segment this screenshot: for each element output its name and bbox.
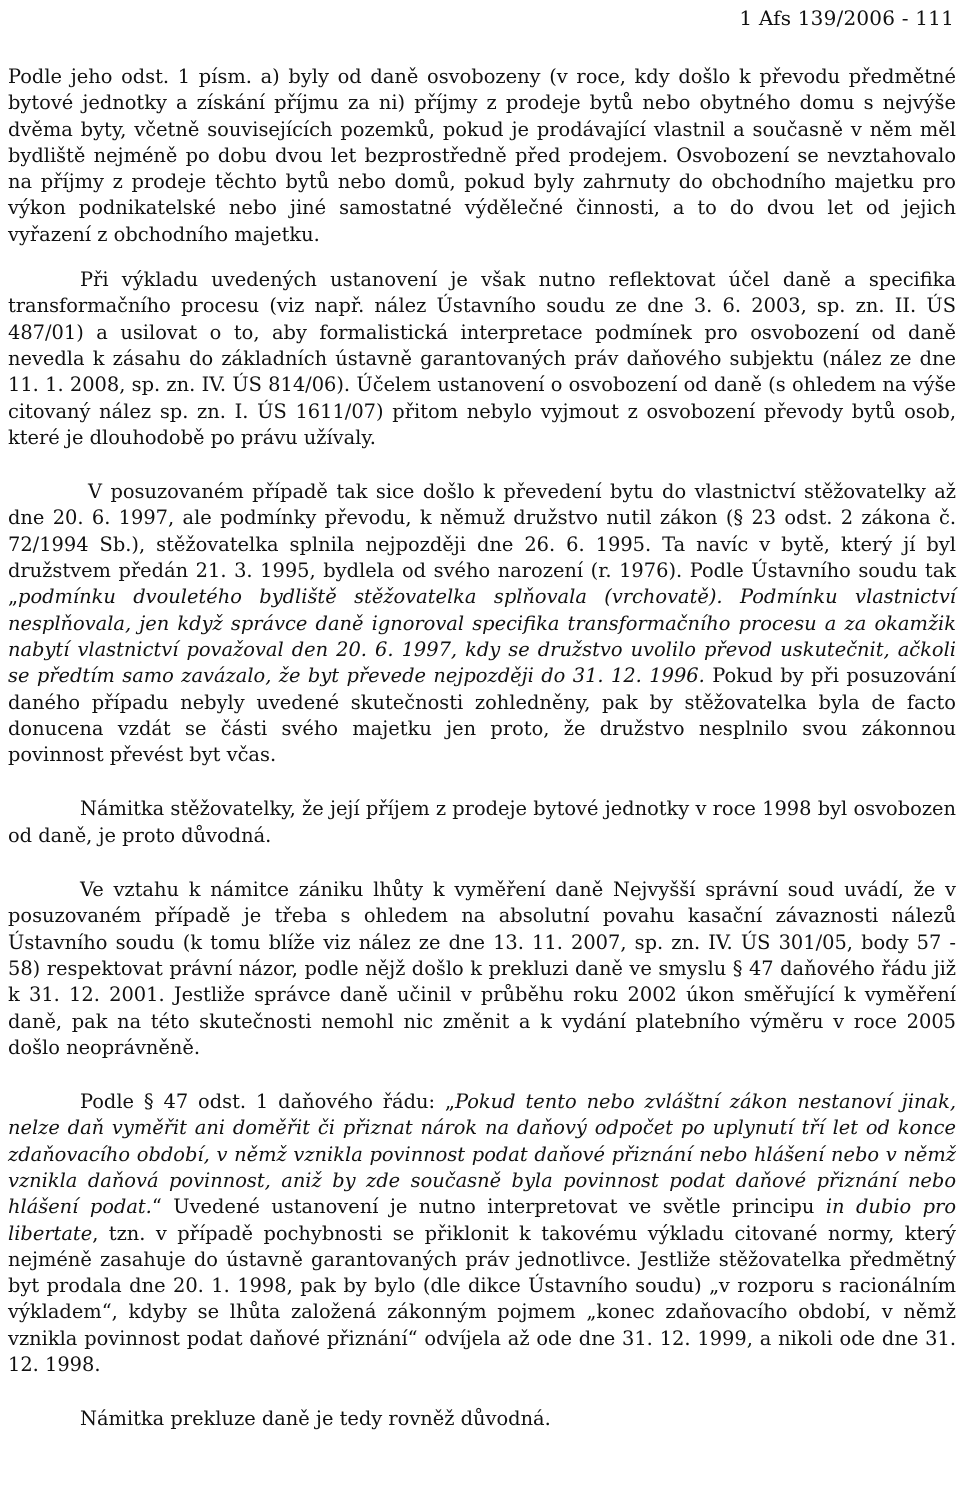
paragraph-6-quote: Pokud tento nebo zvláštní zákon nestanoví jinak, nelze daň vyměřit ani doměřit či přiznat nárok na daňový odpočet po uplynutí tří let od konce zdaňovacího období, v němž vznikla povinnost podat daňové přiznání nebo hlášení nebo v němž vznikla daňová povinnost, aniž by zde současně byla povinnost podat daňové přiznání nebo hlášení podat. xyxy=(8,1090,956,1219)
case-number: 1 Afs 139/2006 - 111 xyxy=(739,6,954,30)
paragraph-3-quote: podmínku dvouletého bydliště stěžovatelka splňovala (vrchovatě). Podmínku vlastnictví nesplňovala, jen když správce daně ignoroval specifika transformačního procesu a za okamžik nabytí vlastnictví považoval den 20. 6. 1997, kdy se družstvo uvolilo převod uskutečnit, ačkoli se předtím samo zavázalo, že byt převede nejpozději do 31. 12. 1996. xyxy=(8,585,956,688)
paragraph-6-part-c: , tzn. v případě pochybnosti se přiklonit k takovému výkladu citované normy, který nejméně zasahuje do ústavně garantovaných práv jednotlivce. Jestliže stěžovatelka předmětný byt prodala dne 20. 1. 1998, pak by bylo (dle dikce Ústavního soudu) „v rozporu s racionálním výkladem“, kdyby se lhůta založená zákonným pojmem „konec zdaňovacího období, v němž vznikla povinnost podat daňové přiznání“ odvíjela až ode dne 31. 12. 1999, a nikoli ode dne 31. 12. 1998. xyxy=(8,1221,956,1377)
paragraph-6-part-a: Podle § 47 odst. 1 daňového řádu: „ xyxy=(80,1090,455,1114)
paragraph-4: Námitka stěžovatelky, že její příjem z prodeje bytové jednotky v roce 1998 byl osvobozen od daně, je proto důvodná. xyxy=(8,797,956,847)
document-body xyxy=(8,64,956,1433)
paragraph-2: Při výkladu uvedených ustanovení je však nutno reflektovat účel daně a specifika transformačního procesu (viz např. nález Ústavního soudu ze dne 3. 6. 2003, sp. zn. II. ÚS 487/01) a usilovat o to, aby formalistická interpretace podmínek pro osvobození od daně nevedla k zásahu do základních ústavně garantovaných práv daňového subjektu (nález ze dne 11. 1. 2008, sp. zn. IV. ÚS 814/06). Účelem ustanovení o osvobození od daně (s ohledem na výše citovaný nález sp. zn. I. ÚS 1611/07) přitom nebylo vyjmout z osvobození převody bytů osob, které je dlouhodobě po právu užívaly. xyxy=(8,268,956,449)
paragraph-1-part-a: Podle jeho odst. 1 písm. a) byly od daně osvobozeny (v roce, kdy došlo k převodu předmětné bytové jednotky a získání příjmu za ni) příjmy z prodeje bytů nebo obytného domu s nejvýše dvěma byty, včetně souvisejících pozemků, pokud je prodávající vlastnil a současně v něm měl bydliště nejméně po dobu dvou let bezprostředně před prodejem. xyxy=(8,65,956,167)
paragraph-3-part-b: Pokud by při posuzování daného případu nebyly uvedené skutečnosti zohledněny, pak by stěžovatelka byla de facto donucena vzdát se části svého majetku jen proto, že družstvo nesplnilo svou zákonnou povinnost převést byt včas. xyxy=(8,664,956,767)
paragraph-3-part-a: V posuzovaném případě tak sice došlo k převedení bytu do vlastnictví stěžovatelky až dne 20. 6. 1997, ale podmínky převodu, k němuž družstvo nutil zákon (§ 23 odst. 2 zákona č. 72/1994 Sb.), stěžovatelka splnila nejpozději dne 26. 6. 1995. Ta navíc v bytě, který jí byl družstvem předán 21. 3. 1995, bydlela od svého narození (r. 1976). Podle Ústavního soudu tak „ xyxy=(8,480,956,609)
paragraph-1-part-b: Osvobození se nevztahovalo na příjmy z prodeje těchto bytů nebo domů, pokud byly zahrnuty do obchodního majetku pro výkon podnikatelské nebo jiné samostatné výdělečné činnosti, a to do dvou let od jejich vyřazení z obchodního majetku. xyxy=(8,143,957,246)
paragraph-3 xyxy=(8,479,956,768)
paragraph-7: Námitka prekluze daně je tedy rovněž důvodná. xyxy=(80,1407,551,1431)
paragraph-5: Ve vztahu k námitce zániku lhůty k vyměření daně Nejvyšší správní soud uvádí, že v posuzovaném případě je třeba s ohledem na absolutní povahu kasační závaznosti nálezů Ústavního soudu (k tomu blíže viz nález ze dne 13. 11. 2007, sp. zn. IV. ÚS 301/05, body 57 - 58) respektovat právní názor, podle nějž došlo k prekluzi daně ve smyslu § 47 daňového řádu již k 31. 12. 2001. Jestliže správce daně učinil v průběhu roku 2002 úkon směřující k vyměření daně, pak na této skutečnosti nemohl nic změnit a k vydání platebního výměru v roce 2005 došlo neoprávněně. xyxy=(8,878,956,1059)
paragraph-6-part-b: “ Uvedené ustanovení je nutno interpretovat ve světle principu xyxy=(151,1195,826,1219)
paragraph-6 xyxy=(8,1089,956,1378)
paragraph-1 xyxy=(8,64,956,248)
paragraph-6-latin-term: in dubio pro libertate xyxy=(8,1195,957,1245)
